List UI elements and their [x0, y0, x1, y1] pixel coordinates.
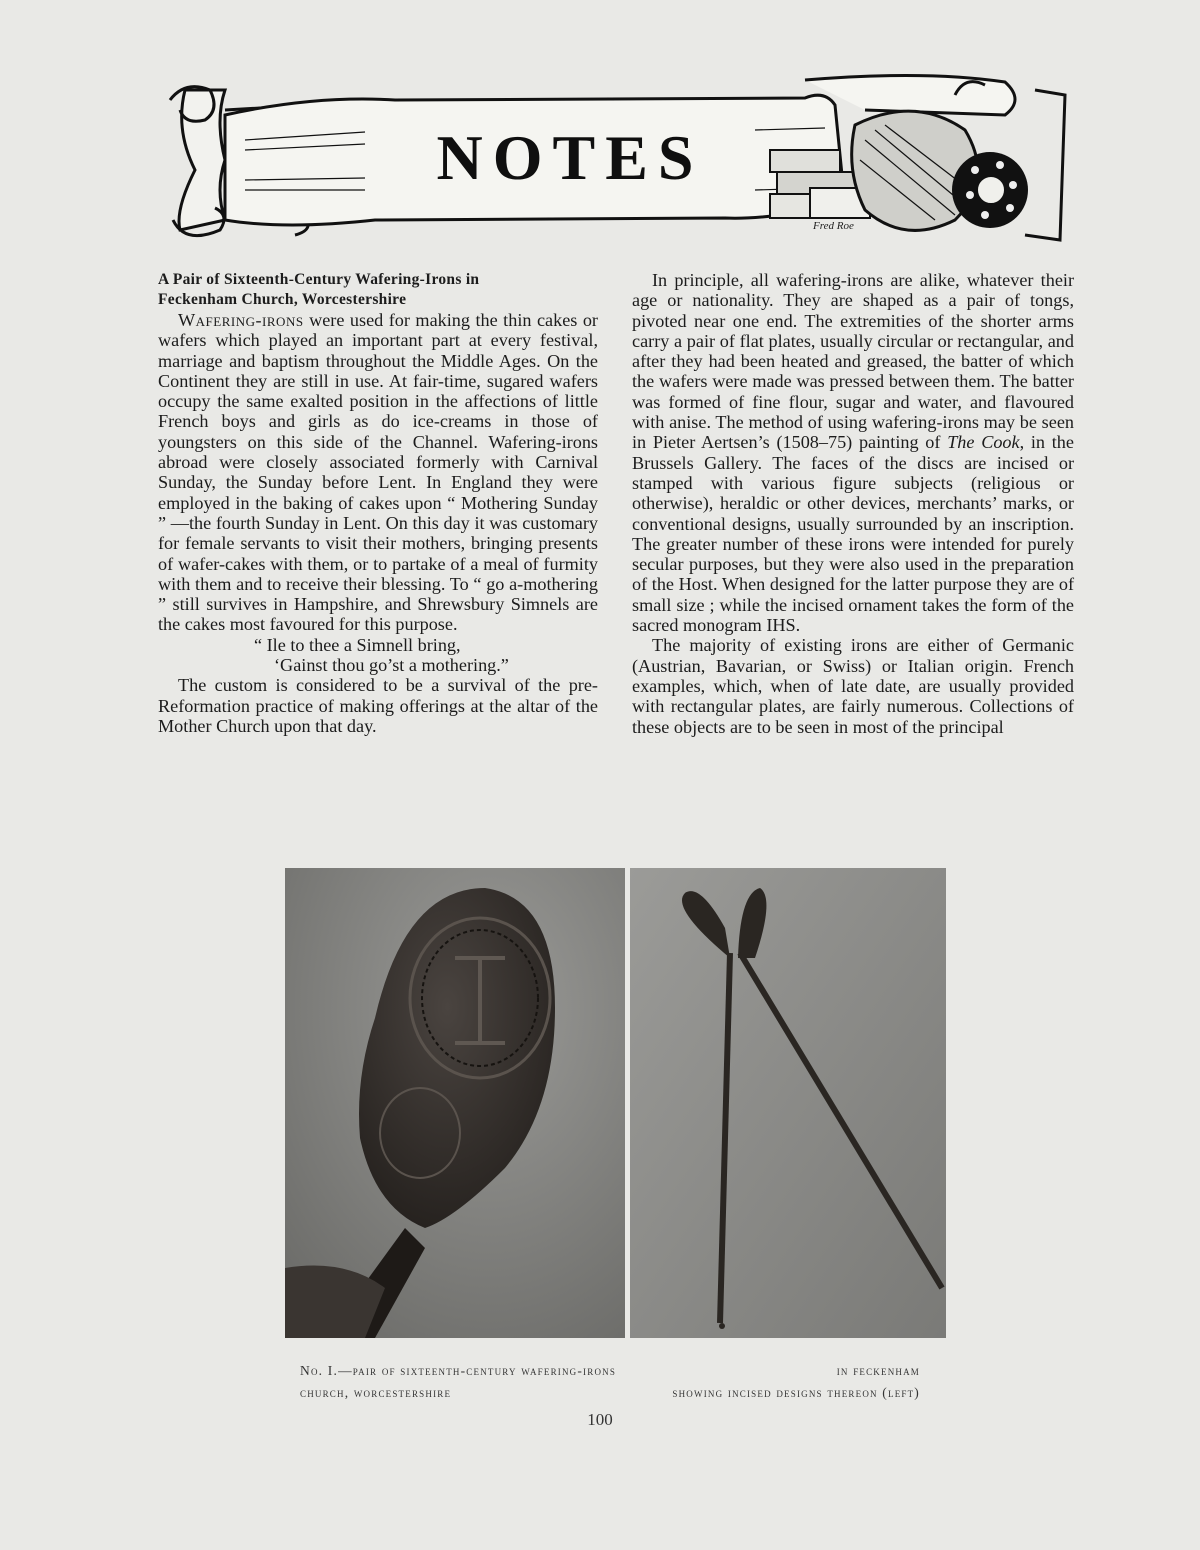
verse-line-2: ‘Gainst thou go’st a mothering.” — [274, 655, 509, 676]
caption-row-1 — [300, 1360, 920, 1382]
wafering-iron-disc-image — [285, 868, 625, 1338]
caption-row-1-right: in feckenham — [836, 1363, 920, 1378]
wafering-iron-tongs-image — [630, 868, 946, 1338]
heading-line-1: A Pair of Sixteenth-Century Wafering-Irons in — [158, 271, 480, 288]
caption-row-2-right: showing incised designs thereon (left) — [672, 1385, 920, 1400]
banner-title: NOTES — [436, 122, 704, 193]
article-heading — [158, 270, 598, 310]
left-paragraph-1 — [158, 310, 598, 635]
right-paragraph-2: The majority of existing irons are either of Germanic (Austrian, Bavarian, or Swiss) or Italian origin. French examples, which, when of late date, are usually provided with rectangular plates, are fairly numerous. Collections of these objects are to be seen in most of the principal — [632, 635, 1074, 737]
left-paragraph-2: The custom is considered to be a survival of the pre-Reformation practice of making offerings at the altar of the Mother Church upon that day. — [158, 675, 598, 736]
caption-row-1-left: No. I.—pair of sixteenth-century wafering-irons — [300, 1363, 617, 1378]
caption-row-2-left: church, worcestershire — [300, 1385, 452, 1400]
right-column — [632, 270, 1074, 737]
heading-line-2: Feckenham Church, Worcestershire — [158, 291, 407, 308]
figure-caption — [300, 1360, 920, 1404]
left-paragraph-1-text: were used for making the thin cakes or wafers which played an important part at every festival, marriage and baptism throughout the Middle Ages. On the Continent they are still in use. At fair-time, sugared wafers occupy the same exalted position in the affections of little French boys and girls as do ice-creams in those of youngsters on this side of the Channel. Wafering-irons abroad were closely associated formerly with Carnival Sunday, the Sunday before Lent. In England they were employed in the baking of cakes upon “ Mothering Sunday ” —the fourth Sunday in Lent. On this day it was customary for female servants to visit their mothers, bringing presents of wafer-cakes with them, or to partake of a meal of furmity with them and to receive their blessing. To “ go a-mothering ” still survives in Hampshire, and Shrewsbury Simnels are the cakes most favoured for this purpose. — [158, 310, 598, 635]
right-paragraph-1-a: In principle, all wafering-irons are alike, whatever their age or nationality. They are shaped as a pair of tongs, pivoted near one end. The extremities of the shorter arms carry a pair of flat plates, usually circular or rectangular, and after they had been heated and greased, the batter of which the wafers were made was pressed between them. The batter was formed of fine flour, sugar and water, and flavoured with anise. The method of using wafering-irons may be seen in Pieter Aertsen’s (1508–75) painting of — [632, 270, 1074, 453]
page-number: 100 — [587, 1410, 613, 1429]
lead-words: Wafering-irons — [178, 310, 304, 330]
caption-row-2 — [300, 1382, 920, 1404]
verse-quote — [158, 635, 598, 676]
verse-line-1: “ Ile to thee a Simnell bring, — [254, 634, 461, 655]
artist-signature: Fred Roe — [813, 220, 854, 232]
photo-disc-closeup — [285, 868, 625, 1338]
painting-title: The Cook — [947, 432, 1020, 453]
left-column — [158, 270, 598, 736]
right-paragraph-1 — [632, 270, 1074, 635]
right-paragraph-1-b: , in the Brussels Gallery. The faces of the discs are incised or stamped with various figure subjects (religious or otherwise), heraldic or other devices, merchants’ marks, or conventional designs, usually surrounded by an inscription. The greater number of these irons were intended for purely secular purposes, but they were also used in the preparation of the Host. When designed for the latter purpose they are of small size ; while the incised ornament takes the form of the sacred monogram IHS. — [632, 432, 1074, 636]
photo-full-tongs — [630, 868, 946, 1338]
notes-banner — [165, 70, 1075, 255]
